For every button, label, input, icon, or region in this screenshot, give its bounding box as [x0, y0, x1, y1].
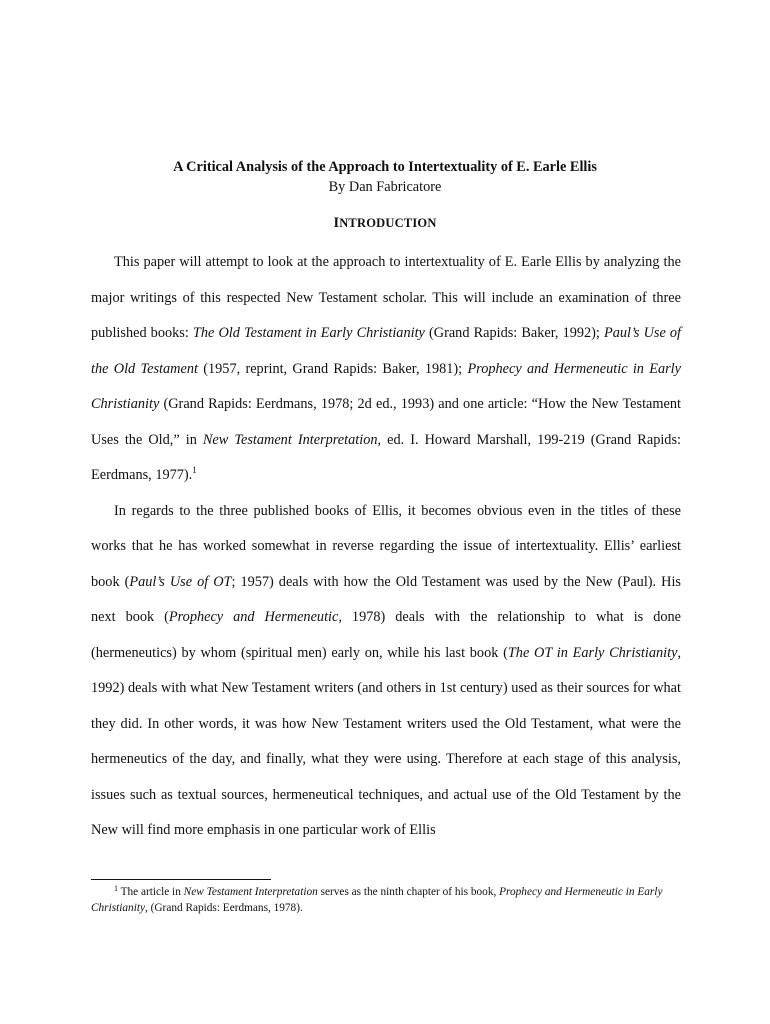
paragraph-1 [91, 245, 681, 494]
footnote-title-nt-interpretation: New Testament Interpretation [183, 886, 318, 898]
section-heading-initial: I [333, 215, 340, 231]
book-title-ot-early-christianity-short: The OT in Early Christianity [507, 644, 678, 661]
section-heading-rest: NTRODUCTION [339, 216, 437, 230]
paragraph-2 [91, 494, 681, 849]
footnote-text-2: serves as the ninth chapter of his book, [317, 886, 500, 898]
book-title-nt-interpretation: New Testament Interpretation [202, 431, 378, 448]
footnote-title-prophecy-hermeneutic: Prophecy and Hermeneutic in Early Christianity [91, 886, 663, 914]
book-title-pauls-use-short: Paul’s Use of OT [129, 573, 232, 590]
author-byline: By Dan Fabricatore [328, 179, 442, 195]
paragraph-2-text-4: , 1992) deals with what New Testament writers (and others in 1st century) used as their sources for what they did. In other words, it was how New Testament writers used the Old Testament, what were the hermeneutics of the day, and finally, what they were using. Therefore at each stage of this analysis, issues such as textual sources, hermeneutical techniques, and actual use of the Old Testament by the New will find more emphasis in one particular work of Ellis [91, 644, 682, 838]
paragraph-1-text-5: , ed. I. Howard Marshall, 199-219 (Grand Rapids: Eerdmans, 1977). [91, 431, 681, 483]
book-title-old-testament-early-christianity: The Old Testament in Early Christianity [192, 325, 425, 341]
footnote-number: 1 [114, 884, 118, 893]
footnote-1 [91, 884, 681, 916]
footnote-text-1: The article in [118, 886, 184, 898]
footnote-divider [91, 879, 271, 880]
footnote-reference[interactable]: 1 [192, 465, 197, 475]
paragraph-1-text-4: (Grand Rapids: Eerdmans, 1978; 2d ed., 1993) and one article: “How the New Testament Uses the Old,” in [91, 396, 681, 448]
section-heading-introduction [0, 213, 770, 233]
document-title: A Critical Analysis of the Approach to Intertextuality of E. Earle Ellis [173, 159, 597, 175]
book-title-prophecy-short: Prophecy and Hermeneutic [168, 609, 339, 625]
book-title-pauls-use: Paul’s Use of the Old Testament [91, 325, 682, 377]
paragraph-2-text-2: ; 1957) deals with how the Old Testament was used by the New (Paul). His next book ( [91, 573, 681, 625]
paragraph-2-text-3: , 1978) deals with the relationship to what is done (hermeneutics) by whom (spiritual men) early on, while his last book ( [91, 609, 681, 661]
footnote-text-3: , (Grand Rapids: Eerdmans, 1978). [144, 902, 303, 914]
paragraph-1-text-3: (1957, reprint, Grand Rapids: Baker, 1981); [197, 360, 468, 377]
paragraph-1-text-1: This paper will attempt to look at the approach to intertextuality of E. Earle Ellis by analyzing the major writings of this respected New Testament scholar. This will include an examination of three published books: [91, 254, 681, 341]
paragraph-2-text-1: In regards to the three published books of Ellis, it becomes obvious even in the titles of these works that he has worked somewhat in reverse regarding the issue of intertextuality. Ellis’ earliest book ( [91, 502, 681, 590]
paragraph-1-text-2: (Grand Rapids: Baker, 1992); [424, 325, 604, 341]
body-text [91, 245, 681, 849]
book-title-prophecy-hermeneutic: Prophecy and Hermeneutic in Early Christianity [91, 360, 681, 412]
